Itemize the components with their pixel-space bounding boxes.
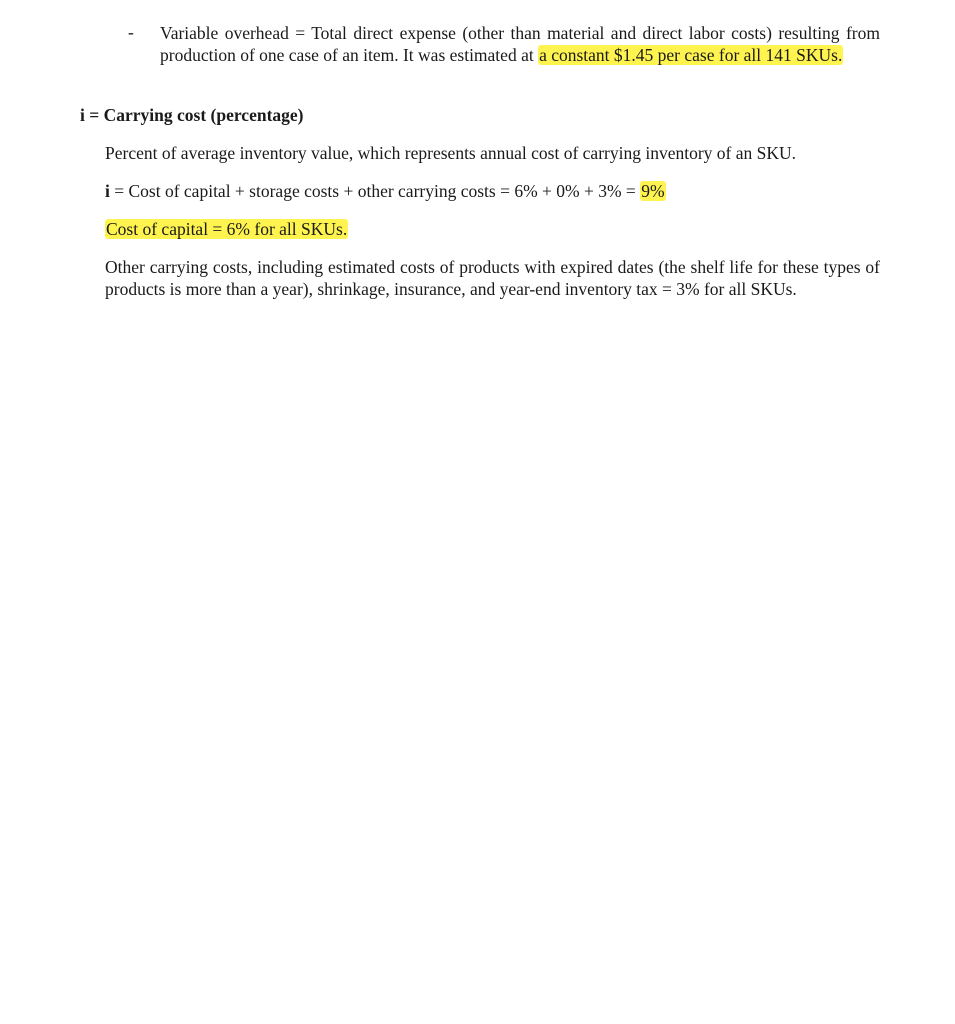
heading-variable: i bbox=[80, 105, 85, 125]
other-carrying-costs-paragraph: Other carrying costs, including estimated costs of products with expired dates (the shelf life for these types of products is more than a year), shrinkage, insurance, and year-end inventory tax = 3% for all SKUs. bbox=[105, 257, 880, 299]
carrying-cost-definition: Percent of average inventory value, which represents annual cost of carrying inventory of an SKU. bbox=[105, 143, 797, 163]
heading-label: = Carrying cost (percentage) bbox=[84, 105, 304, 125]
cost-of-capital-highlight: Cost of capital = 6% for all SKUs. bbox=[106, 219, 348, 239]
variable-overhead-paragraph bbox=[160, 22, 880, 66]
variable-overhead-highlight: a constant $1.45 per case for all 141 SKUs. bbox=[539, 45, 843, 65]
cost-of-capital-line bbox=[105, 218, 885, 240]
formula-text: = Cost of capital + storage costs + other carrying costs = 6% + 0% + 3% = bbox=[109, 181, 641, 201]
formula-variable: i bbox=[105, 181, 110, 201]
formula-result-highlight: 9% bbox=[641, 181, 665, 201]
list-dash: - bbox=[128, 22, 134, 42]
carrying-cost-formula bbox=[105, 180, 885, 202]
variable-overhead-text: Variable overhead = Total direct expense (other than material and direct labor costs) resulting from production of one case of an item. It was estimated at bbox=[160, 23, 880, 65]
carrying-cost-heading bbox=[80, 104, 304, 126]
